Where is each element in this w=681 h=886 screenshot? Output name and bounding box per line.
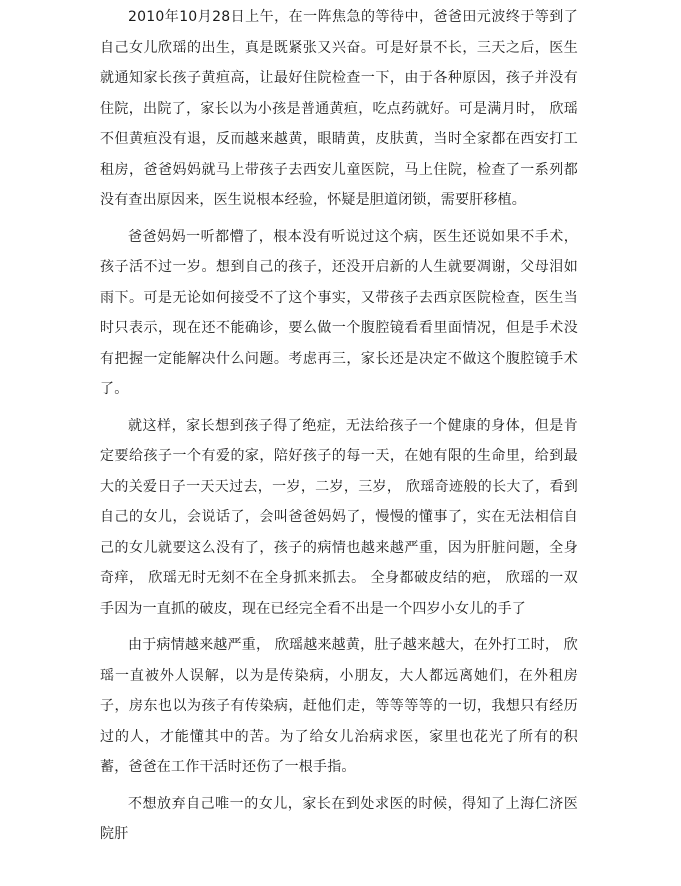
paragraph-3: 就这样，家长想到孩子得了绝症，无法给孩子一个健康的身体，但是肯定要给孩子一个有爱的家，陪好孩子的每一天，在她有限的生命里，给到最大的关爱日子一天天过去，一岁，二岁，三岁， 欣瑶奇迹般的长大了，看到自己的女儿，会说话了，会叫爸爸妈妈了，慢慢的懂事了，实在无法相信自己的女儿就要这么没有了，孩子的病情也越来越严重，因为肝脏问题，全身奇痒， 欣瑶无时无刻不在全身抓来抓去。 全身都破皮结的疤， 欣瑶的一双手因为一直抓的破皮，现在已经完全看不出是一个四岁小女儿的手了 xyxy=(100,417,578,617)
article-body xyxy=(100,2,578,856)
paragraph-2: 爸爸妈妈一听都懵了，根本没有听说过这个病，医生还说如果不手术，孩子活不过一岁。想到自己的孩子，还没开启新的人生就要凋谢，父母泪如雨下。可是无论如何接受不了这个事实，又带孩子去西京医院检查，医生当时只表示，现在还不能确诊，要么做一个腹腔镜看看里面情况，但是手术没有把握一定能解决什么问题。考虑再三，家长还是决定不做这个腹腔镜手术了。 xyxy=(100,228,578,397)
paragraph-5: 不想放弃自己唯一的女儿，家长在到处求医的时候，得知了上海仁济医院肝 xyxy=(100,795,578,842)
paragraph-1: 2010年10月28日上午，在一阵焦急的等待中，爸爸田元波终于等到了自己女儿欣瑶的出生，真是既紧张又兴奋。可是好景不长，三天之后，医生就通知家长孩子黄疸高，让最好住院检查一下，由于各种原因，孩子并没有住院，出院了，家长以为小孩是普通黄疸，吃点药就好。可是满月时， 欣瑶不但黄疸没有退，反而越来越黄，眼睛黄，皮肤黄，当时全家都在西安打工租房，爸爸妈妈就马上带孩子去西安儿童医院，马上住院，检查了一系列都没有查出原因来，医生说根本经验，怀疑是胆道闭锁，需要肝移植。 xyxy=(100,9,578,208)
paragraph-4: 由于病情越来越严重， 欣瑶越来越黄，肚子越来越大，在外打工时， 欣瑶一直被外人误解，以为是传染病，小朋友，大人都远离她们，在外租房子，房东也以为孩子有传染病，赶他们走，等等等等的一切，我想只有经历过的人，才能懂其中的苦。为了给女儿治病求医，家里也花光了所有的积蓄，爸爸在工作干活时还伤了一根手指。 xyxy=(100,637,578,775)
